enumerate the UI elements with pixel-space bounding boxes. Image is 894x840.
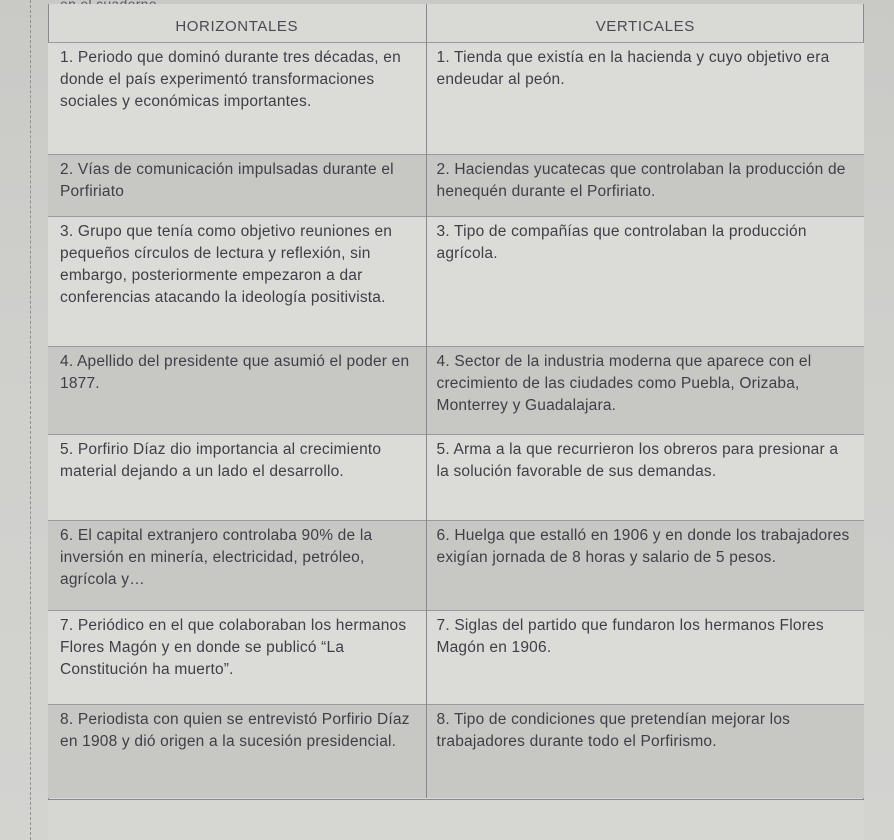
vertical-clue-1	[426, 42, 864, 154]
horizontal-clue-1: 1. Periodo que dominó durante tres décadas, en donde el país experimentó transformaciones sociales y económicas importantes.	[48, 42, 426, 154]
horizontal-clue-4: 4. Apellido del presidente que asumió el poder en 1877.	[48, 346, 426, 434]
header-horizontales: HORIZONTALES	[48, 4, 426, 42]
crossword-clues-table	[48, 4, 864, 798]
vertical-clue-8: 8. Tipo de condiciones que pretendían mejorar los trabajadores durante todo el Porfirismo.	[426, 704, 864, 798]
vertical-clue-7: 7. Siglas del partido que fundaron los hermanos Flores Magón en 1906.	[426, 610, 864, 704]
horizontal-clue-5: 5. Porfirio Díaz dio importancia al crecimiento material dejando a un lado el desarrollo.	[48, 434, 426, 520]
page-bottom-margin	[48, 800, 864, 840]
clue-row-5	[48, 434, 864, 520]
clue-row-8	[48, 704, 864, 798]
clue-row-2	[48, 154, 864, 216]
clue-row-6	[48, 520, 864, 610]
clue-row-7	[48, 610, 864, 704]
vertical-clue-5: 5. Arma a la que recurrieron los obreros para presionar a la solución favorable de sus demandas.	[426, 434, 864, 520]
horizontal-clue-7: 7. Periódico en el que colaboraban los hermanos Flores Magón y en donde se publicó “La Constitución ha muerto”.	[48, 610, 426, 704]
clue-row-3	[48, 216, 864, 346]
horizontal-clue-2: 2. Vías de comunicación impulsadas durante el Porfiriato	[48, 154, 426, 216]
clue-row-4	[48, 346, 864, 434]
header-verticales: VERTICALES	[595, 18, 695, 35]
horizontal-clue-8: 8. Periodista con quien se entrevistó Porfirio Díaz en 1908 y dió origen a la sucesión presidencial.	[48, 704, 426, 798]
vertical-clue-1-text: 1. Tienda que existía en la hacienda y cuyo objetivo era endeudar al peón.	[436, 48, 830, 88]
vertical-clue-2: 2. Haciendas yucatecas que controlaban la producción de henequén durante el Porfiriato.	[426, 154, 864, 216]
vertical-clue-4: 4. Sector de la industria moderna que aparece con el crecimiento de las ciudades como Puebla, Orizaba, Monterrey y Guadalajara.	[426, 346, 864, 434]
vertical-clue-3: 3. Tipo de compañías que controlaban la producción agrícola.	[426, 216, 864, 346]
notebook-margin-line	[30, 0, 31, 840]
vertical-clue-6: 6. Huelga que estalló en 1906 y en donde los trabajadores exigían jornada de 8 horas y salario de 5 pesos.	[426, 520, 864, 610]
horizontal-clue-3: 3. Grupo que tenía como objetivo reuniones en pequeños círculos de lectura y reflexión, sin embargo, posteriormente empezaron a dar conferencias atacando la ideología positivista.	[48, 216, 426, 346]
header-row	[48, 4, 864, 42]
horizontal-clue-6: 6. El capital extranjero controlaba 90% de la inversión en minería, electricidad, petróleo, agrícola y…	[48, 520, 426, 610]
clue-row-1	[48, 42, 864, 154]
